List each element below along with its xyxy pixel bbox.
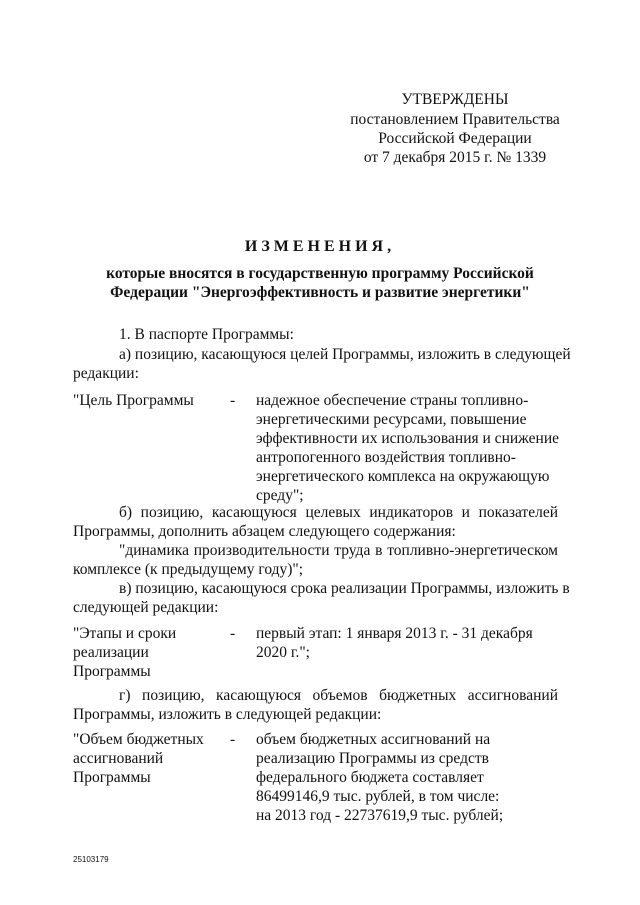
budget-label-line: "Объем бюджетных	[73, 731, 204, 748]
approval-date: от 7 декабря 2015 г. № 1339	[363, 149, 547, 166]
document-title: ИЗМЕНЕНИЯ,	[244, 238, 396, 255]
paragraph-v-line: в) позицию, касающуюся срока реализации Программы, изложить в	[119, 580, 570, 597]
document-code: 25103179	[73, 855, 109, 864]
goal-value-line: среду";	[256, 487, 304, 504]
paragraph-g-line: г) позицию, касающуюся объемов бюджетных ассигнований	[119, 687, 558, 704]
stage-dash: -	[230, 625, 236, 642]
document-subtitle: Федерации "Энергоэффективность и развитие энергетики"	[110, 284, 530, 301]
goal-value-line: эффективности их использования и снижение	[256, 430, 560, 447]
paragraph-g-line: Программы, изложить в следующей редакции:	[73, 706, 382, 723]
goal-dash: -	[230, 392, 236, 409]
stage-label-line: Программы	[73, 663, 151, 680]
goal-value-line: антропогенного воздействия топливно-	[256, 449, 516, 466]
document-subtitle: которые вносятся в государственную программу Российской	[106, 265, 534, 282]
goal-label: "Цель Программы	[73, 392, 194, 409]
paragraph-b-line: б) позицию, касающуюся целевых индикаторов и показателей	[119, 504, 558, 521]
budget-label-line: Программы	[73, 769, 151, 786]
stage-label-line: "Этапы и сроки	[73, 625, 177, 642]
paragraph-a-line: редакции:	[73, 365, 139, 382]
budget-dash: -	[230, 731, 236, 748]
approval-heading: УТВЕРЖДЕНЫ	[401, 91, 509, 108]
paragraph-1: 1. В паспорте Программы:	[119, 326, 294, 343]
stage-value-line: первый этап: 1 января 2013 г. - 31 декабря	[256, 625, 533, 642]
budget-value-line: федерального бюджета составляет	[256, 769, 484, 786]
budget-label-line: ассигнований	[73, 750, 164, 767]
budget-value-line: реализацию Программы из средств	[256, 750, 489, 767]
budget-value-line: объем бюджетных ассигнований на	[256, 731, 491, 748]
stage-value-line: 2020 г.";	[256, 644, 310, 661]
goal-value-line: энергетическими ресурсами, повышение	[256, 411, 527, 428]
approval-line: Российской Федерации	[378, 130, 532, 147]
paragraph-v-line: следующей редакции:	[73, 599, 219, 616]
goal-value-line: энергетического комплекса на окружающую	[256, 468, 550, 485]
paragraph-a-line: а) позицию, касающуюся целей Программы, изложить в следующей	[119, 346, 571, 363]
quote-line: "динамика производительности труда в топливно-энергетическом	[119, 542, 558, 559]
budget-value-line: на 2013 год - 22737619,9 тыс. рублей;	[256, 807, 504, 824]
budget-value-line: 86499146,9 тыс. рублей, в том числе:	[256, 788, 500, 805]
stage-label-line: реализации	[73, 644, 149, 661]
quote-line: комплексе (к предыдущему году)";	[73, 561, 304, 578]
goal-value-line: надежное обеспечение страны топливно-	[256, 392, 529, 409]
paragraph-b-line: Программы, дополнить абзацем следующего содержания:	[73, 523, 456, 540]
approval-line: постановлением Правительства	[350, 111, 560, 128]
